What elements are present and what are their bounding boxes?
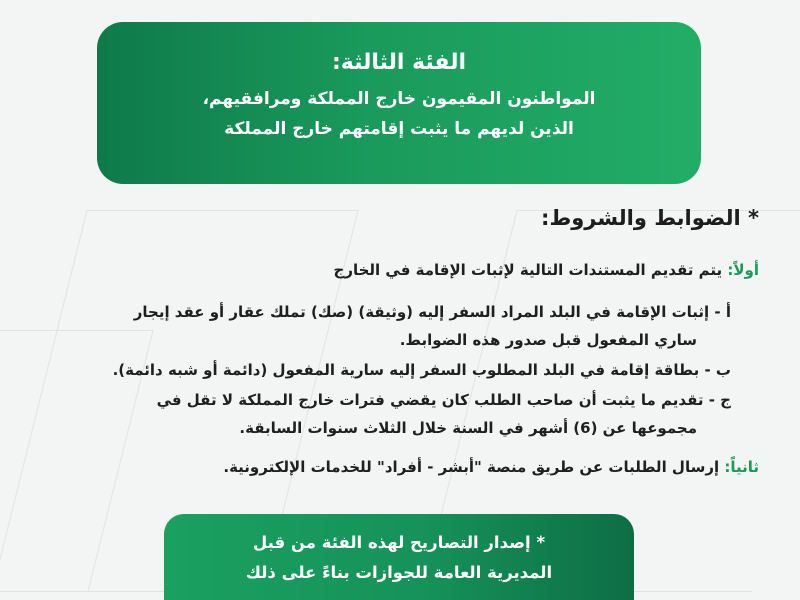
category-card bbox=[98, 22, 702, 184]
condition-first-text: يتم تقديم المستندات التالية لإثبات الإقامة في الخارج bbox=[334, 261, 729, 279]
permit-note-line-2: المديرية العامة للجوازات بناءً على ذلك bbox=[246, 563, 554, 582]
sub-condition-c bbox=[92, 386, 732, 442]
sub-condition-a bbox=[92, 298, 732, 354]
category-description-line-2: الذين لديهم ما يثبت إقامتهم خارج المملكة bbox=[225, 119, 575, 139]
condition-second-label: ثانياً: bbox=[725, 458, 760, 476]
sub-condition-c-line-2: مجموعها عن (6) أشهر في السنة خلال الثلاث سنوات السابقة. bbox=[240, 419, 698, 437]
category-description-line-1: المواطنون المقيمون خارج المملكة ومرافقيهم، bbox=[203, 89, 597, 109]
condition-first-label: أولاً: bbox=[728, 261, 760, 279]
category-title: الفئة الثالثة: bbox=[332, 50, 468, 75]
condition-first bbox=[335, 261, 760, 279]
conditions-heading: * الضوابط والشروط: bbox=[542, 206, 760, 230]
sub-condition-c-line-1: ج - تقديم ما يثبت أن صاحب الطلب كان يقضي فترات خارج المملكة لا تقل في bbox=[157, 391, 732, 409]
condition-second bbox=[224, 458, 760, 476]
permit-note-line-1: * إصدار التصاريح لهذه الفئة من قبل bbox=[253, 533, 547, 552]
sub-condition-b: ب - بطاقة إقامة في البلد المطلوب السفر إليه سارية المفعول (دائمة أو شبه دائمة). bbox=[113, 361, 732, 379]
sub-condition-a-line-2: ساري المفعول قبل صدور هذه الضوابط. bbox=[400, 331, 698, 349]
sub-condition-a-line-1: أ - إثبات الإقامة في البلد المراد السفر إليه (وثيقة) (صك) تملك عقار أو عقد إيجار bbox=[134, 303, 732, 321]
condition-second-text: إرسال الطلبات عن طريق منصة "أبشر - أفراد" للخدمات الإلكترونية. bbox=[224, 458, 726, 476]
permit-note-card bbox=[165, 514, 635, 600]
